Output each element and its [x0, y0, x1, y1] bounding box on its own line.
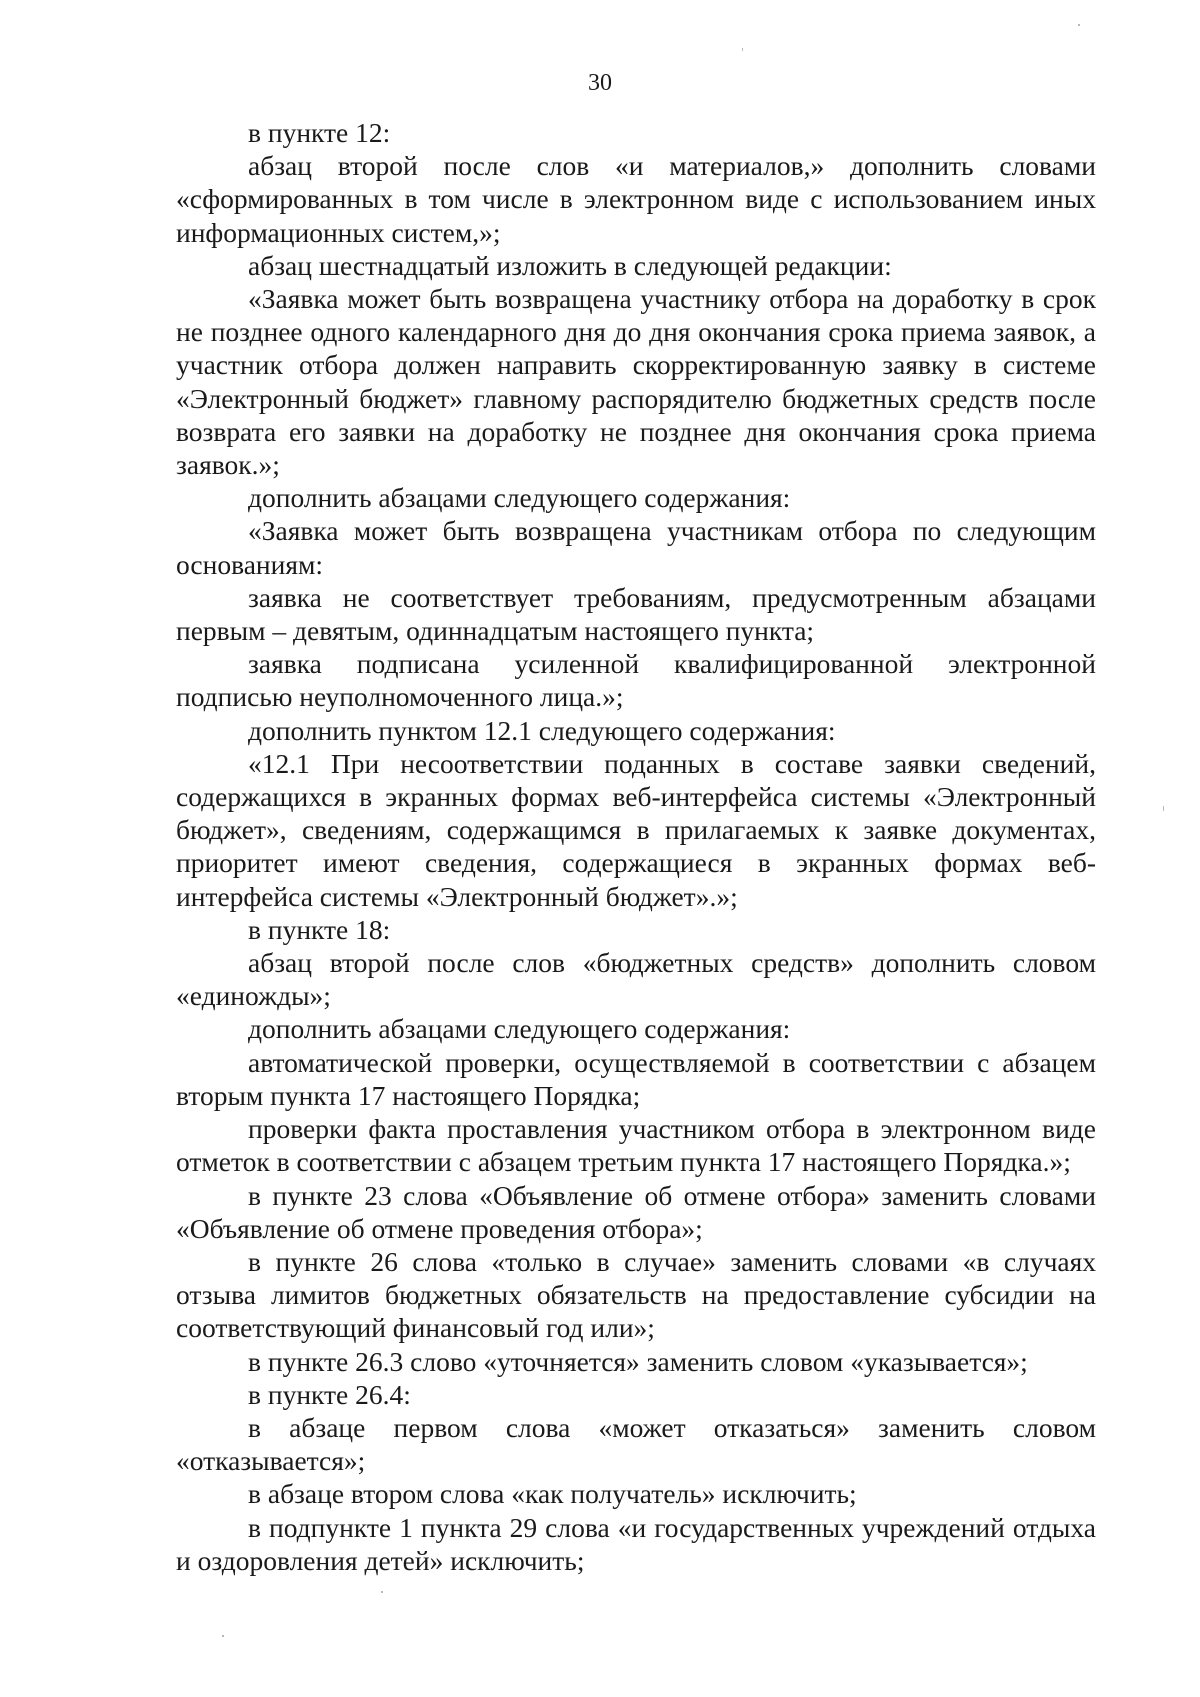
paragraph: заявка не соответствует требованиям, предусмотренным абзацами первым – девятым, одиннадцатым настоящего пункта;: [176, 581, 1096, 647]
paragraph: абзац шестнадцатый изложить в следующей редакции:: [248, 249, 892, 281]
paragraph: в пункте 23 слова «Объявление об отмене отбора» заменить словами «Объявление об отмене проведения отбора»;: [176, 1179, 1096, 1244]
paragraph: абзац второй после слов «и материалов,» дополнить словами «сформированных в том числе в электронном виде с использованием иных информационных систем,»;: [176, 150, 1096, 248]
paragraph: дополнить абзацами следующего содержания:: [248, 1013, 791, 1045]
scan-speck: [1163, 806, 1164, 811]
paragraph: в пункте 12:: [248, 117, 391, 148]
paragraph: в пункте 26 слова «только в случае» заменить словами «в случаях отзыва лимитов бюджетных обязательств на предоставление субсидии на соответствующий финансовый год или»;: [176, 1245, 1096, 1344]
page-number: 30: [588, 70, 612, 96]
paragraph: в абзаце первом слова «может отказаться» заменить словом «отказывается»;: [176, 1411, 1096, 1477]
paragraph: заявка подписана усиленной квалифицированной электронной подписью неуполномоченного лица.»;: [176, 648, 1096, 713]
paragraph: дополнить абзацами следующего содержания:: [248, 482, 791, 514]
paragraph: в подпункте 1 пункта 29 слова «и государственных учреждений отдыха и оздоровления детей» исключить;: [176, 1511, 1096, 1576]
scan-speck: [222, 1635, 224, 1637]
paragraph: автоматической проверки, осуществляемой в соответствии с абзацем вторым пункта 17 настоящего Порядка;: [176, 1046, 1096, 1111]
paragraph: в абзаце втором слова «как получатель» исключить;: [248, 1478, 857, 1510]
paragraph: «Заявка может быть возвращена участникам отбора по следующим основаниям:: [176, 515, 1096, 580]
document-body: [176, 116, 1096, 1577]
scan-speck: [1078, 24, 1080, 26]
paragraph: проверки факта проставления участником отбора в электронном виде отметок в соответствии с абзацем третьим пункта 17 настоящего Порядка.»;: [176, 1113, 1096, 1178]
paragraph: в пункте 26.4:: [248, 1378, 411, 1410]
scan-speck: [742, 48, 743, 51]
scan-speck: [381, 1591, 383, 1593]
paragraph: абзац второй после слов «бюджетных средств» дополнить словом «единожды»;: [176, 947, 1096, 1012]
paragraph: в пункте 18:: [248, 913, 391, 945]
paragraph: дополнить пунктом 12.1 следующего содержания:: [248, 714, 836, 746]
paragraph: в пункте 26.3 слово «уточняется» заменить словом «указывается»;: [248, 1345, 1028, 1377]
paragraph: «12.1 При несоответствии поданных в составе заявки сведений, содержащихся в экранных формах веб-интерфейса системы «Электронный бюджет», сведениям, содержащимся в прилагаемых к заявке документах, приоритет имеют сведения, содержащиеся в экранных формах веб-интерфейса системы «Электронный бюджет».»;: [176, 747, 1096, 912]
paragraph: «Заявка может быть возвращена участнику отбора на доработку в срок не позднее одного календарного дня до дня окончания срока приема заявок, а участник отбора должен направить скорректированную заявку в системе «Электронный бюджет» главному распорядителю бюджетных средств после возврата его заявки на доработку не позднее дня окончания срока приема заявок.»;: [176, 283, 1096, 481]
